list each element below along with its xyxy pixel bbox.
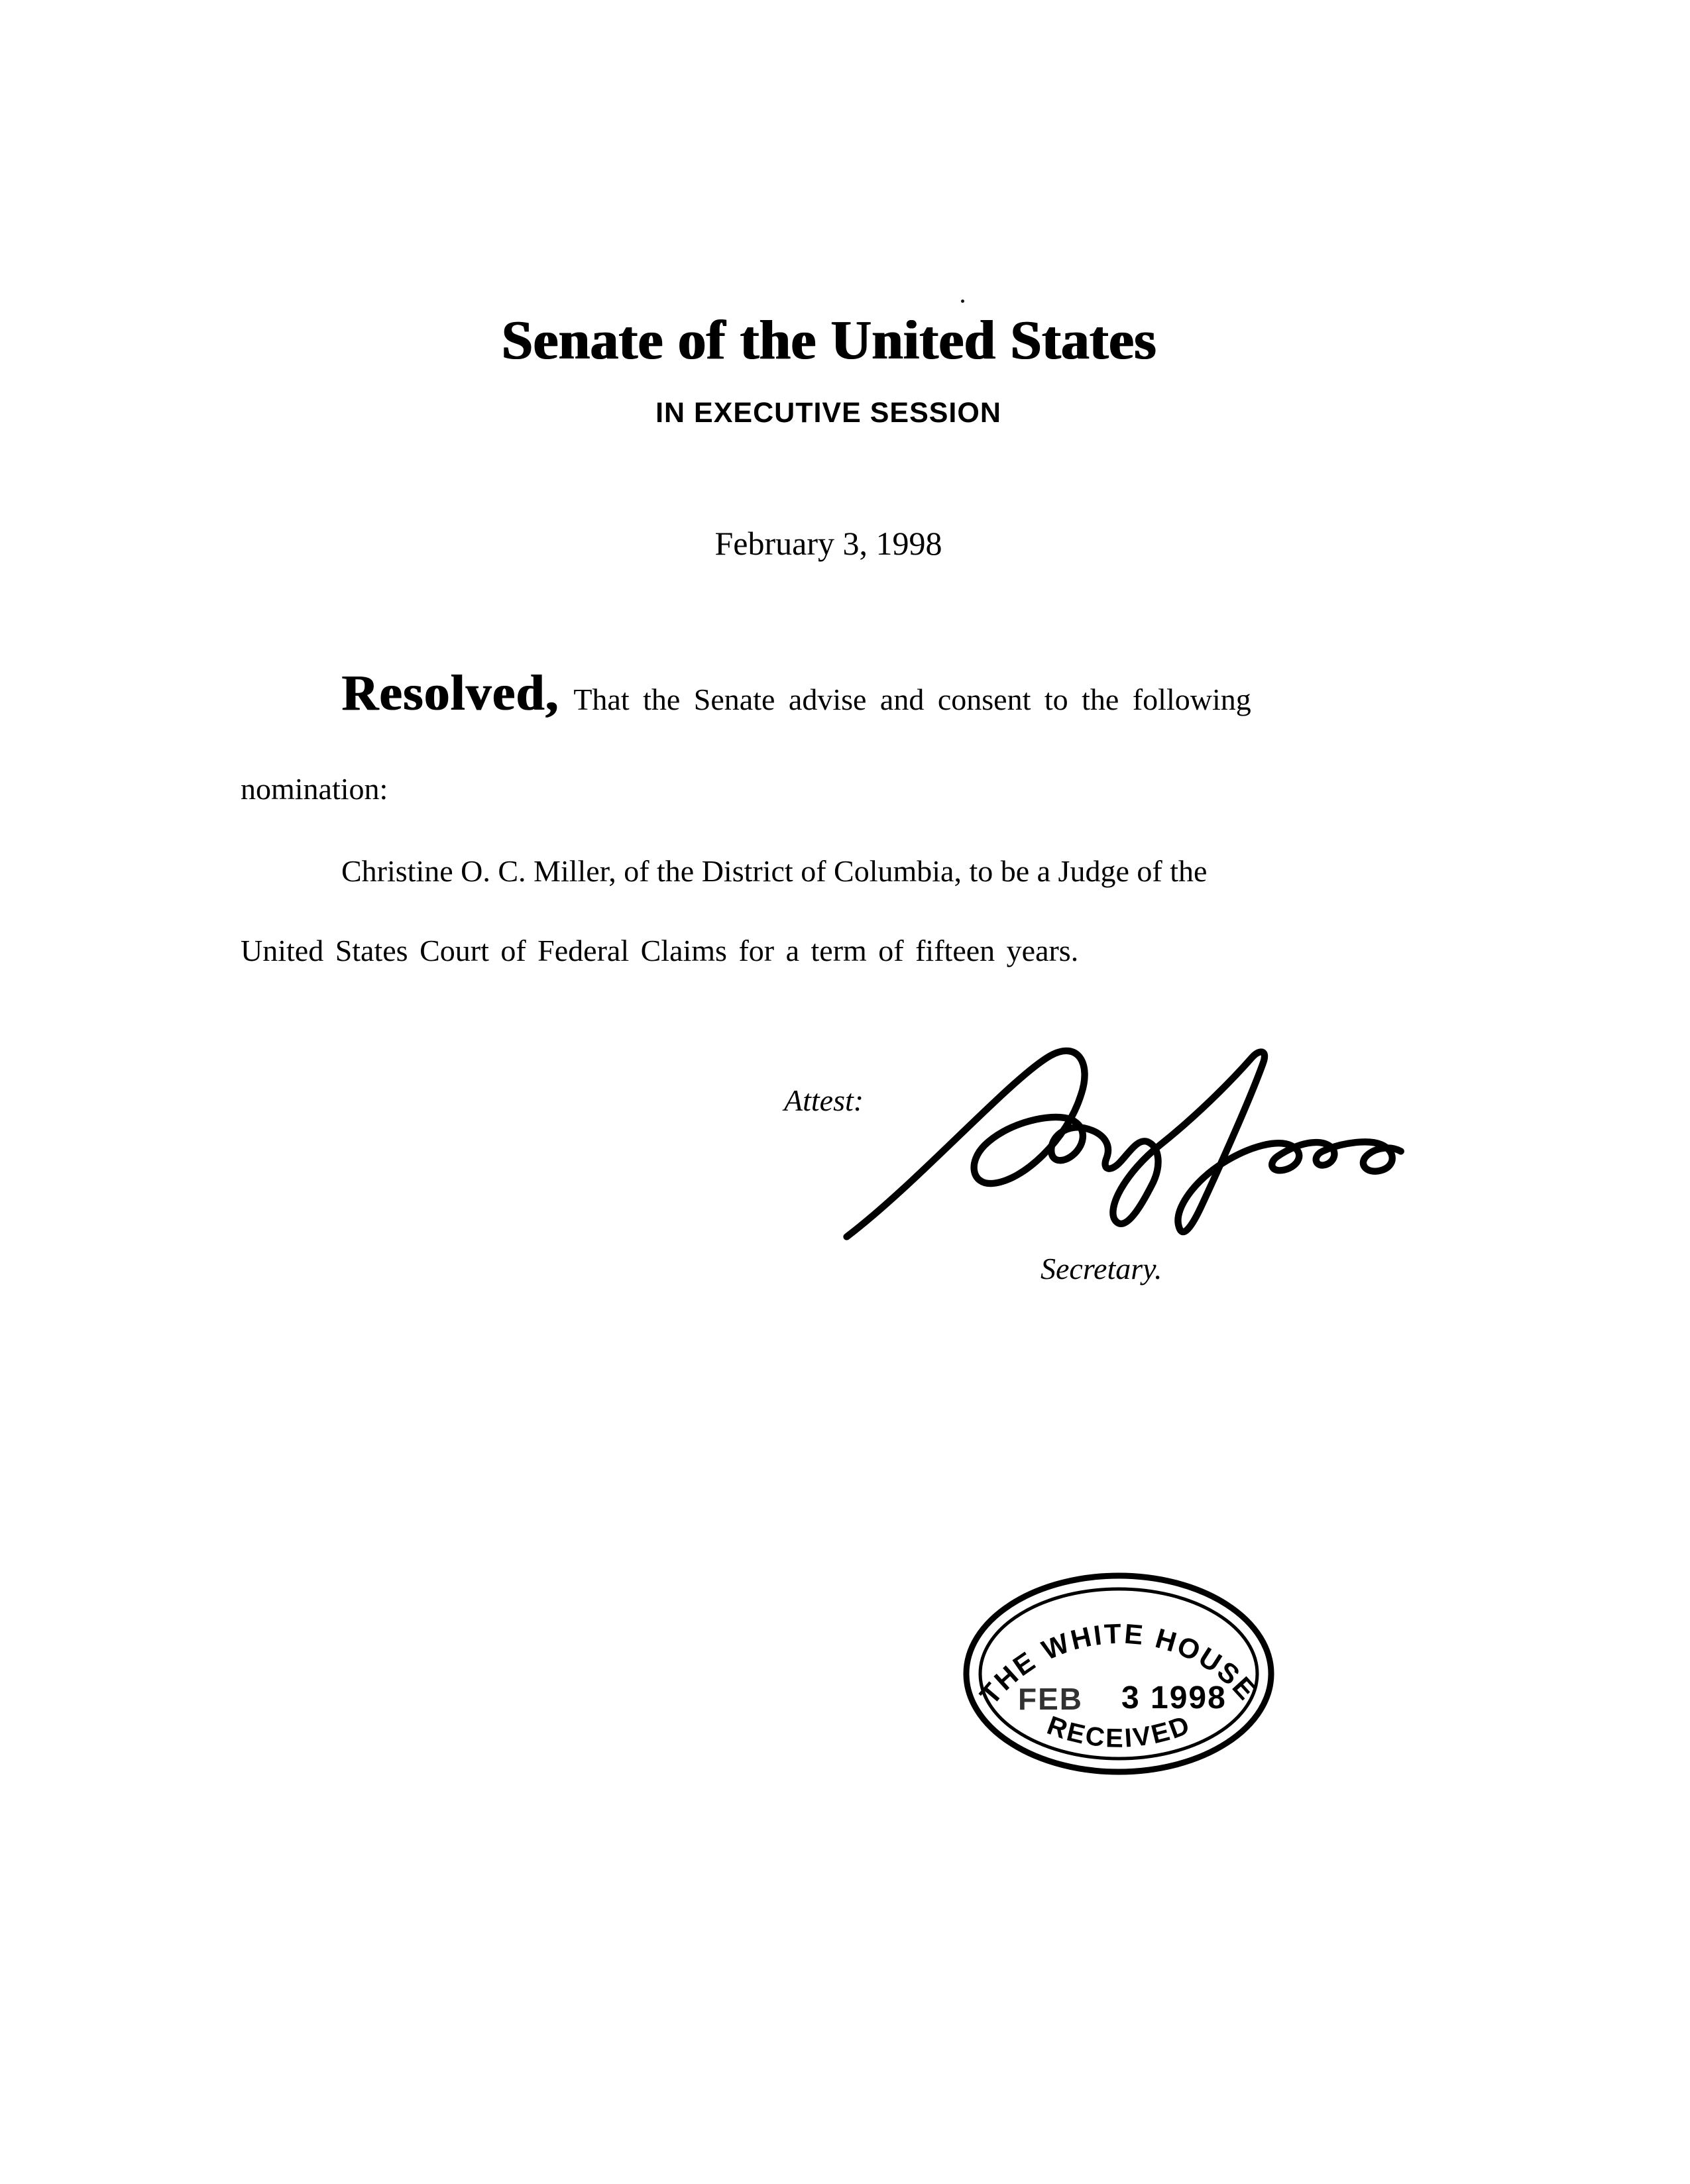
scan-speck [961, 300, 964, 303]
session-line: IN EXECUTIVE SESSION [655, 397, 1001, 429]
stamp-date-month: FEB [1018, 1682, 1083, 1716]
attest-label: Attest: [784, 1083, 864, 1117]
stamp-top-text: THE WHITE HOUSE [974, 1617, 1264, 1711]
signature [836, 1035, 1406, 1247]
stamp-bottom-text: RECEIVED [1043, 1710, 1196, 1753]
white-house-received-stamp [954, 1569, 1286, 1781]
nominee-line-1: Christine O. C. Miller, of the District of Columbia, to be a Judge of the [341, 854, 1208, 888]
secretary-label: Secretary. [1041, 1252, 1162, 1285]
resolved-line [341, 665, 1251, 721]
svg-text:RECEIVED [1043, 1710, 1195, 1753]
resolved-text: That the Senate advise and consent to the following [573, 682, 1251, 716]
nominee-line-2: United States Court of Federal Claims for a term of fifteen years. [241, 934, 1079, 967]
document-date: February 3, 1998 [714, 525, 942, 562]
document-title: Senate of the United States [500, 309, 1156, 371]
signature-stroke [847, 1051, 1401, 1237]
nomination-label: nomination: [241, 772, 388, 806]
stamp-date-day-year: 3 1998 [1121, 1680, 1227, 1716]
resolved-word: Resolved, [341, 665, 559, 721]
